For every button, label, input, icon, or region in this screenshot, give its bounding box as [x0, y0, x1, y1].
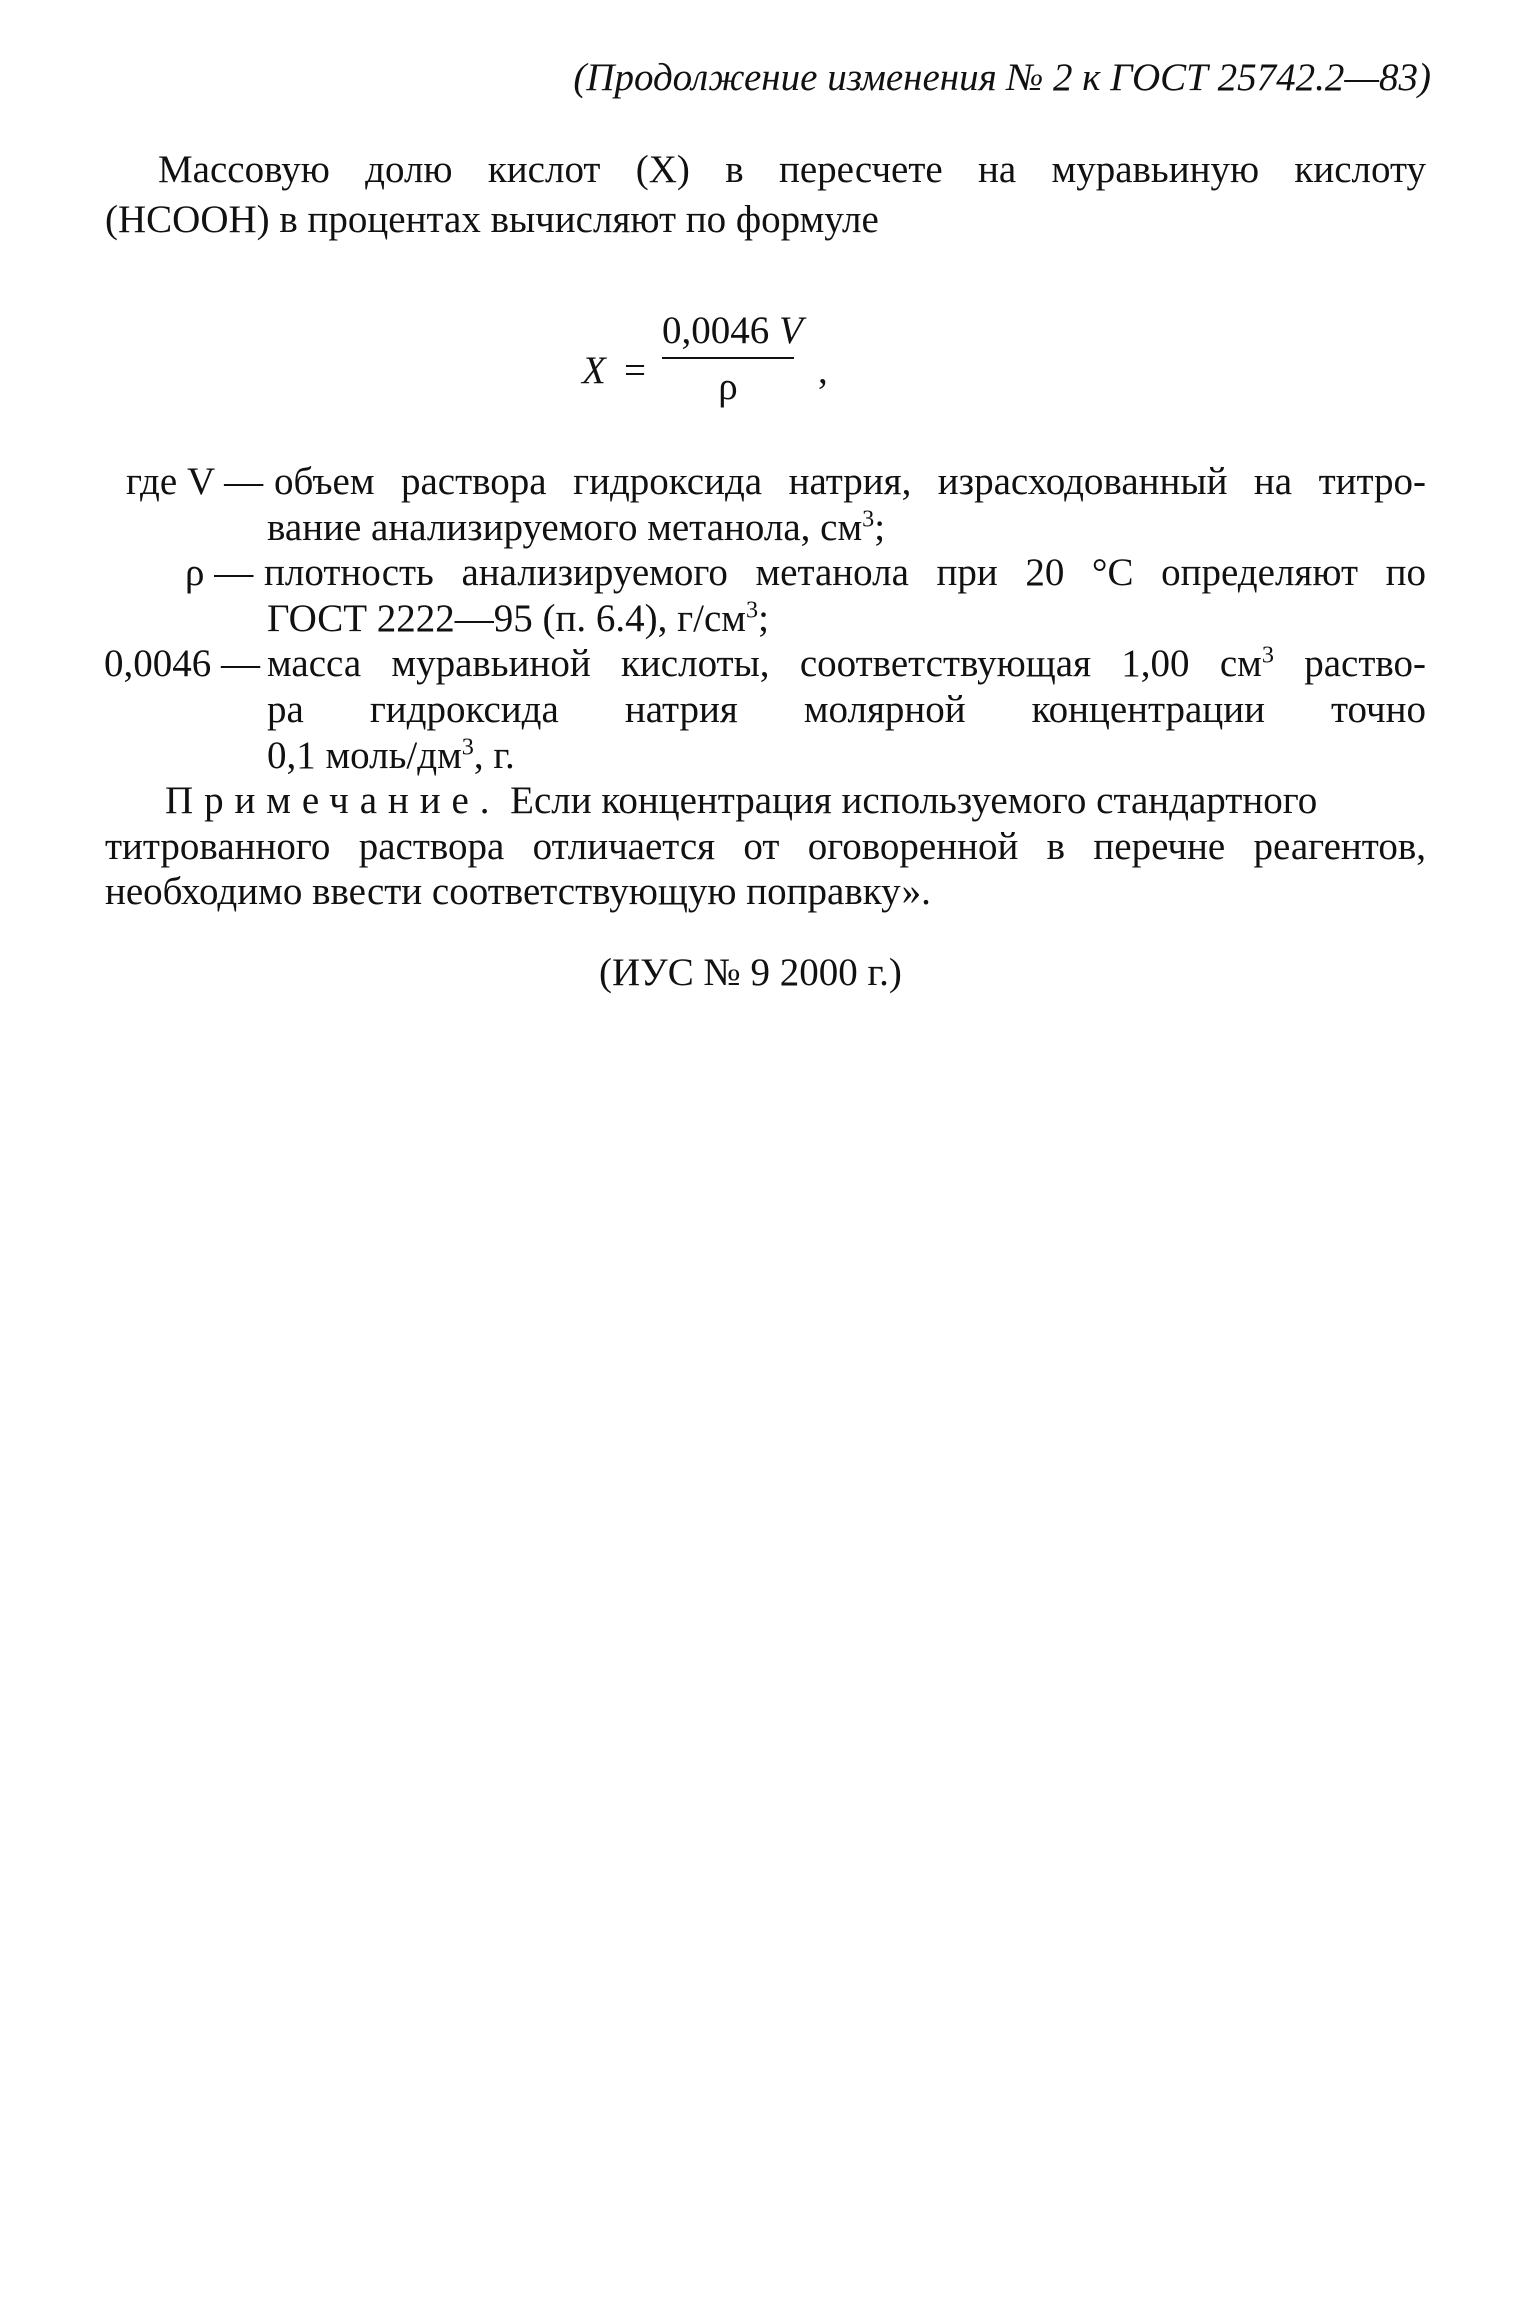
definition-v-line-2	[267, 505, 886, 549]
definition-rho-line-1	[264, 553, 1426, 592]
definition-v-line-1	[274, 462, 1426, 501]
formula-comma: ,	[818, 349, 828, 392]
definition-rho-line-2-tail: ;	[758, 597, 769, 640]
definition-rho-line-2-text: ГОСТ 2222—95 (п. 6.4), г/см	[267, 597, 746, 640]
definition-v-line-2-text: вание анализируемого метанола, см	[267, 506, 863, 549]
definition-mass-line-1	[267, 641, 1426, 685]
definition-v-line-2-tail: ;	[874, 506, 886, 549]
definition-mass-line-3-text: 0,1 моль/дм	[267, 734, 462, 777]
definition-term-v: где V —	[126, 460, 264, 503]
intro-line-2: (НСООН) в процентах вычисляют по формуле	[105, 198, 879, 241]
definition-rho-line-2	[267, 596, 769, 640]
note-line-1-text: Если концентрация используемого стандартного	[500, 779, 1318, 822]
note-line-1	[165, 781, 1317, 820]
definition-mass-line-2-text: ра гидроксида натрия молярной концентрации точно	[267, 688, 1426, 731]
page-header: (Продолжение изменения № 2 к ГОСТ 25742.2—83)	[573, 56, 1431, 99]
note-label: Примечание.	[165, 779, 501, 822]
note-line-2	[105, 827, 1426, 866]
definition-mass-line-2	[267, 690, 1426, 729]
definition-mass-line-1-text	[267, 641, 1426, 685]
definition-rho-line-1-text: плотность анализируемого метанола при 20 °С определяют по	[264, 551, 1426, 594]
note-line-2-text: титрованного раствора отличается от оговоренной в перечне реагентов,	[105, 825, 1426, 868]
definition-rho-line-2-sup: 3	[745, 596, 759, 624]
definition-v-line-2-sup: 3	[862, 505, 875, 533]
formula-equals: =	[624, 349, 646, 392]
formula-denominator: ρ	[718, 365, 738, 408]
definition-mass-line-1-sup: 3	[1261, 641, 1274, 669]
definition-mass-line-3-tail: , г.	[473, 734, 515, 777]
note-line-3: необходимо ввести соответствующую поправку».	[105, 870, 931, 913]
definition-term-rho: ρ —	[185, 551, 254, 594]
intro-line-1	[158, 150, 1426, 189]
definition-v-line-1-text: объем раствора гидроксида натрия, израсходованный на титро-	[274, 460, 1426, 503]
definition-mass-line-3-sup: 3	[461, 733, 474, 761]
fraction-bar	[662, 357, 794, 359]
definition-mass-line-1-b: раство-	[1273, 642, 1426, 685]
definition-term-mass: 0,0046 —	[104, 642, 260, 685]
formula-numerator-value: 0,0046	[662, 309, 770, 352]
source-citation: (ИУС № 9 2000 г.)	[599, 951, 902, 994]
definition-mass-line-1-a: масса муравьиной кислоты, соответствующая 1,00 см	[267, 642, 1262, 685]
formula-numerator	[662, 308, 803, 353]
definition-mass-line-3	[267, 733, 515, 777]
intro-line-1-text: Массовую долю кислот (X) в пересчете на муравьиную кислоту	[158, 148, 1426, 191]
formula-numerator-var: V	[779, 309, 803, 352]
formula-lhs: X	[582, 349, 606, 392]
